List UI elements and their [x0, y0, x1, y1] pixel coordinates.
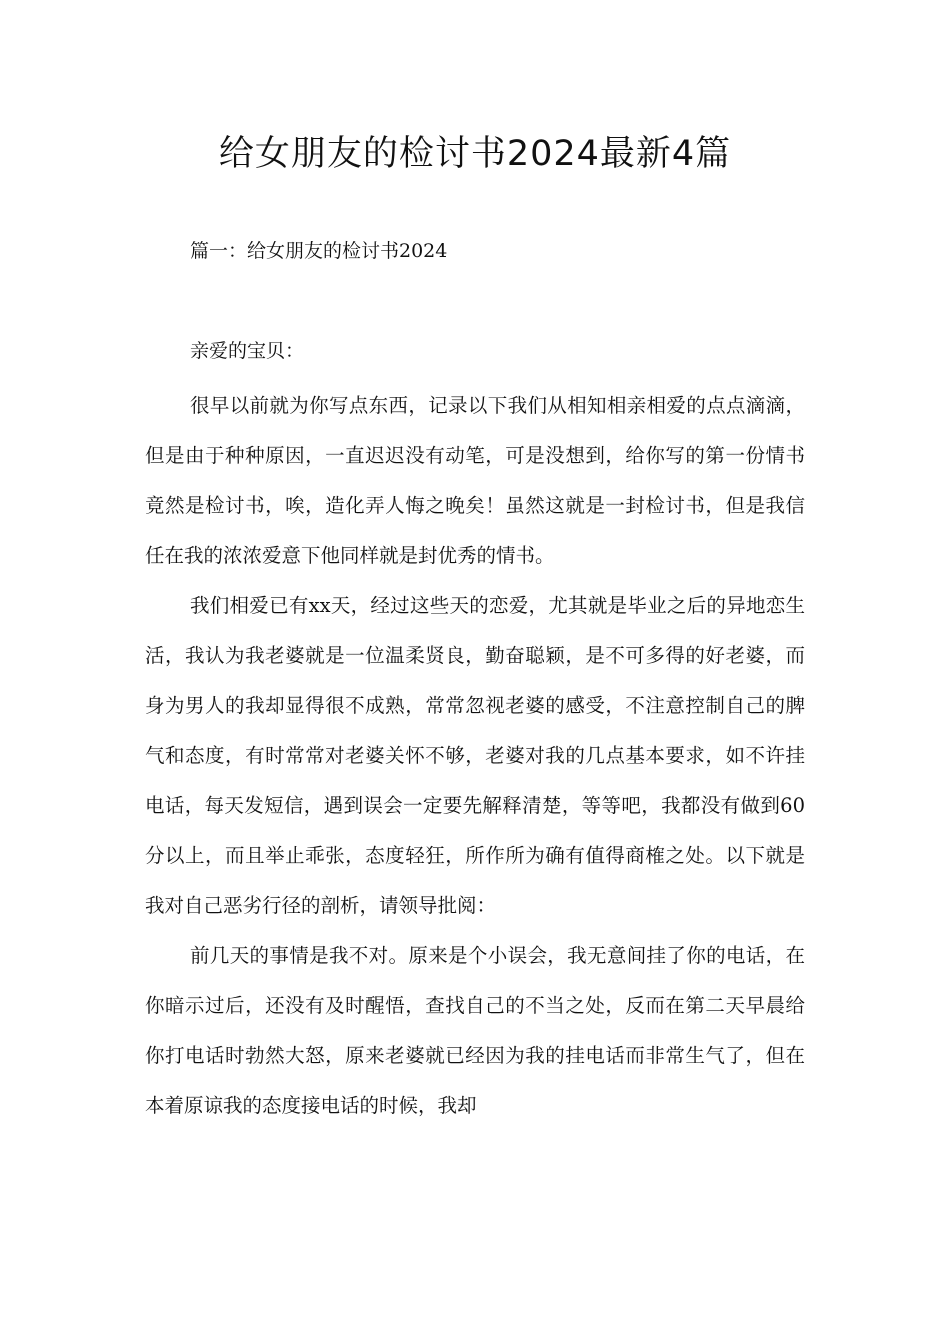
document-body [145, 381, 805, 1131]
paragraph-2: 我们相爱已有xx天，经过这些天的恋爱，尤其就是毕业之后的异地恋生活，我认为我老婆就是一位温柔贤良，勤奋聪颖，是不可多得的好老婆，而身为男人的我却显得很不成熟，常常忽视老婆的感受，不注意控制自己的脾气和态度，有时常常对老婆关怀不够，老婆对我的几点基本要求，如不许挂电话，每天发短信，遇到误会一定要先解释清楚，等等吧，我都没有做到60分以上，而且举止乖张，态度轻狂，所作所为确有值得商榷之处。以下就是我对自己恶劣行径的剖析，请领导批阅： [145, 594, 805, 917]
section-heading: 篇一：给女朋友的检讨书2024 [190, 240, 448, 262]
greeting: 亲爱的宝贝： [190, 340, 305, 362]
paragraph-3: 前几天的事情是我不对。原来是个小误会，我无意间挂了你的电话，在你暗示过后，还没有及时醒悟，查找自己的不当之处，反而在第二天早晨给你打电话时勃然大怒，原来老婆就已经因为我的挂电话而非常生气了，但在本着原谅我的态度接电话的时候，我却 [145, 944, 805, 1117]
paragraph-1: 很早以前就为你写点东西，记录以下我们从相知相亲相爱的点点滴滴，但是由于种种原因，一直迟迟没有动笔，可是没想到，给你写的第一份情书竟然是检讨书，唉，造化弄人悔之晚矣！虽然这就是一封检讨书，但是我信任在我的浓浓爱意下他同样就是封优秀的情书。 [145, 394, 805, 567]
document-title: 给女朋友的检讨书2024最新4篇 [218, 134, 732, 174]
